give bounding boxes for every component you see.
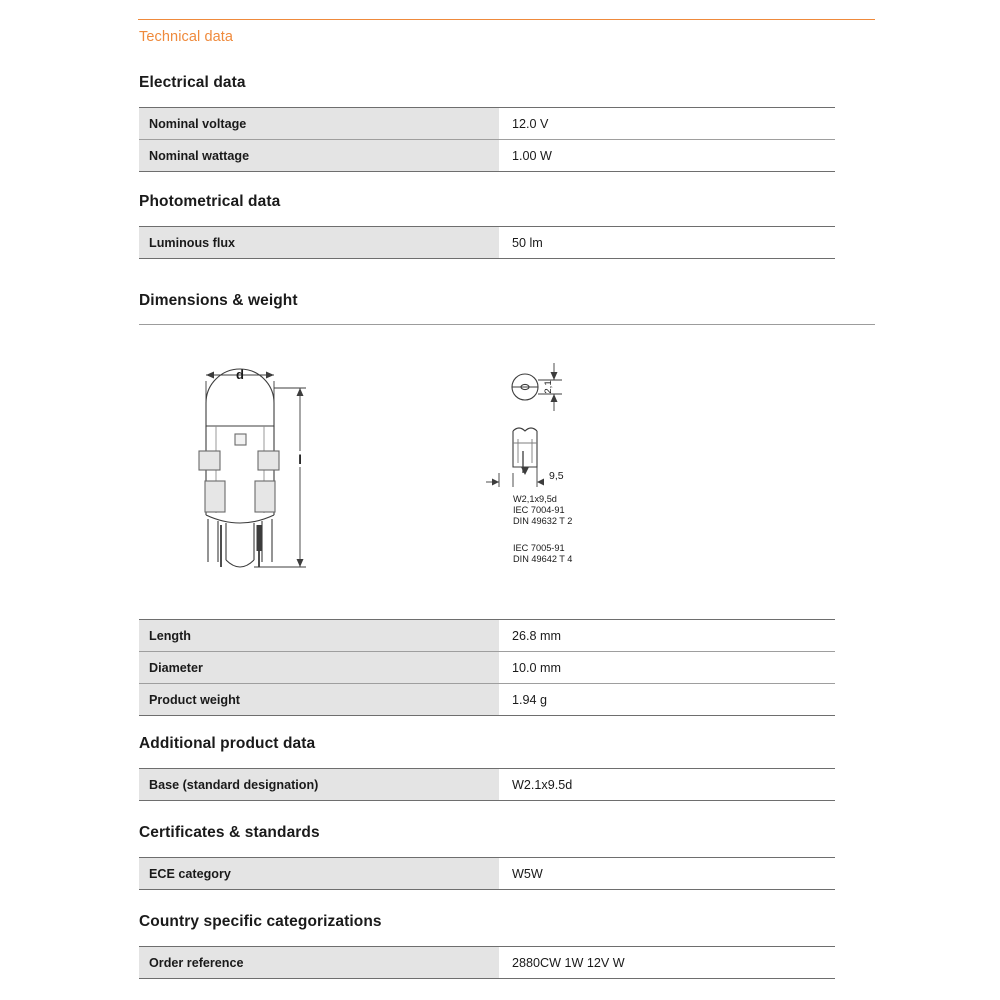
section-heading-photometrical: Photometrical data <box>139 193 281 210</box>
table-row <box>139 947 835 979</box>
row-value: 2880CW 1W 12V W <box>499 947 835 979</box>
section-rule-dimensions <box>139 324 875 325</box>
row-label: Base (standard designation) <box>139 769 499 801</box>
section-heading-dimensions: Dimensions & weight <box>139 292 298 309</box>
row-value: 12.0 V <box>499 108 835 140</box>
table-row <box>139 684 835 716</box>
row-value: W2.1x9.5d <box>499 769 835 801</box>
table-row <box>139 227 835 259</box>
row-value: 50 lm <box>499 227 835 259</box>
table-row <box>139 108 835 140</box>
standard-line: DIN 49632 T 2 <box>513 516 573 526</box>
table-electrical <box>139 107 835 172</box>
table-row <box>139 769 835 801</box>
diameter-label: d <box>236 367 244 382</box>
base-length-label: 9,5 <box>549 470 564 482</box>
standard-line-secondary: DIN 49642 T 4 <box>513 554 573 564</box>
accent-rule <box>138 19 875 20</box>
table-certificates <box>139 857 835 890</box>
row-label: Luminous flux <box>139 227 499 259</box>
row-label: Length <box>139 620 499 652</box>
section-heading-certificates: Certificates & standards <box>139 824 320 841</box>
table-photometrical <box>139 226 835 259</box>
table-row <box>139 858 835 890</box>
page-kicker: Technical data <box>139 29 234 45</box>
section-heading-country: Country specific categorizations <box>139 913 382 930</box>
row-value: 26.8 mm <box>499 620 835 652</box>
standard-line-secondary: IEC 7005-91 <box>513 543 565 553</box>
row-value: W5W <box>499 858 835 890</box>
pin-thickness-label: 2,1 <box>543 380 554 394</box>
standard-line: IEC 7004-91 <box>513 505 565 515</box>
row-value: 1.94 g <box>499 684 835 716</box>
length-label: l <box>298 452 302 467</box>
table-row <box>139 140 835 172</box>
row-label: ECE category <box>139 858 499 890</box>
standard-line: W2,1x9,5d <box>513 494 557 504</box>
table-dimensions <box>139 619 835 716</box>
row-label: Diameter <box>139 652 499 684</box>
table-country <box>139 946 835 979</box>
row-label: Nominal wattage <box>139 140 499 172</box>
row-label: Order reference <box>139 947 499 979</box>
table-row <box>139 620 835 652</box>
row-value: 1.00 W <box>499 140 835 172</box>
section-heading-additional: Additional product data <box>139 735 316 752</box>
section-heading-electrical: Electrical data <box>139 74 246 91</box>
product-technical-drawing <box>180 355 640 585</box>
row-value: 10.0 mm <box>499 652 835 684</box>
row-label: Nominal voltage <box>139 108 499 140</box>
table-row <box>139 652 835 684</box>
row-label: Product weight <box>139 684 499 716</box>
table-additional <box>139 768 835 801</box>
